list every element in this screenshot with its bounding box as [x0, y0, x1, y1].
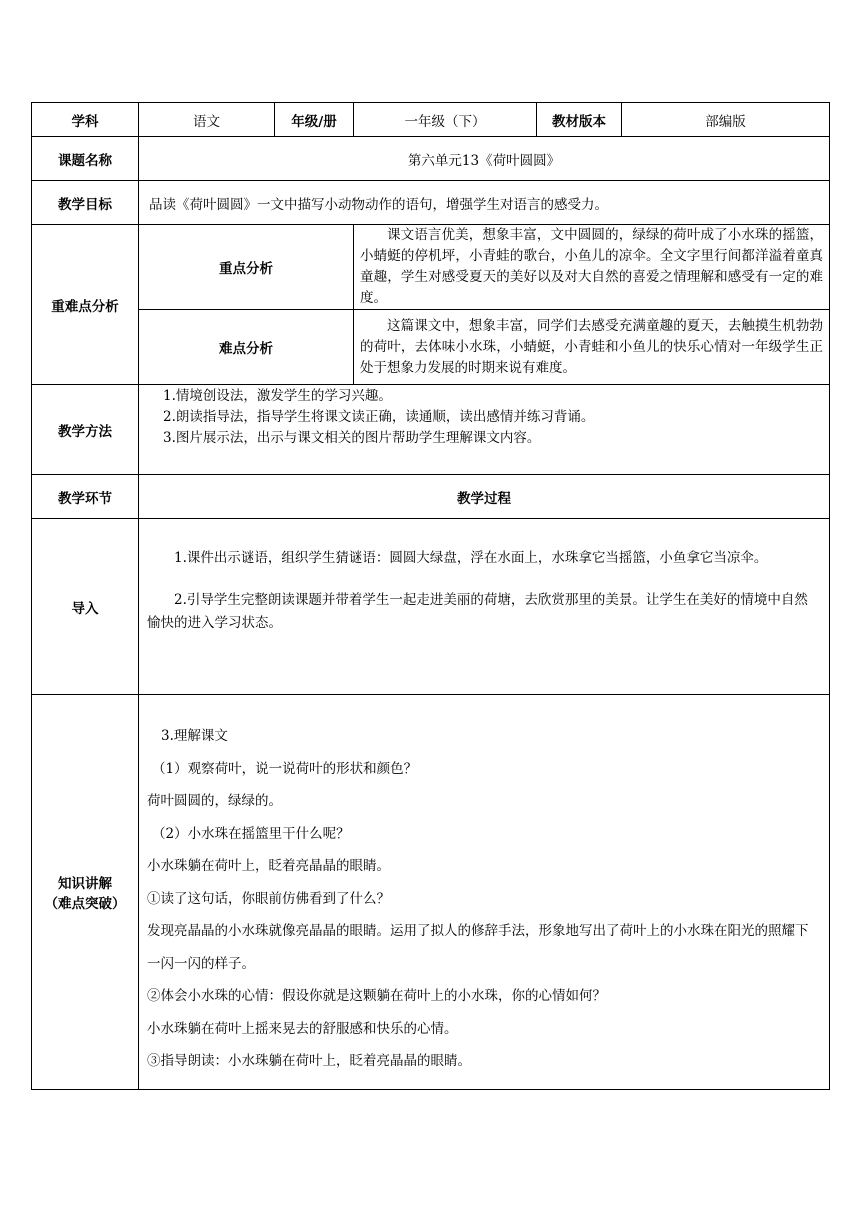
knowledge-label-line: （难点突破） — [44, 896, 126, 912]
knowledge-line: 小水珠躺在荷叶上摇来晃去的舒服感和快乐的心情。 — [147, 1020, 458, 1037]
grade-label: 年级/册 — [275, 103, 354, 137]
process-title: 教学过程 — [139, 475, 830, 519]
key-analysis-label: 重点分析 — [139, 225, 354, 310]
lesson-plan-table — [31, 102, 830, 1090]
knowledge-row — [32, 695, 830, 1090]
grade-value: 一年级（下） — [354, 103, 537, 137]
knowledge-line: （2）小水珠在摇篮里干什么呢？ — [152, 825, 350, 842]
intro-label: 导入 — [32, 519, 139, 695]
lesson-title-value: 第六单元13《荷叶圆圆》 — [139, 137, 830, 181]
subject-label: 学科 — [32, 103, 139, 137]
knowledge-line: ②体会小水珠的心情：假设你就是这颗躺在荷叶上的小水珠，你的心情如何？ — [147, 988, 606, 1004]
knowledge-line: 发现亮晶晶的小水珠就像亮晶晶的眼睛。运用了拟人的修辞手法，形象地写出了荷叶上的小水珠在阳光的照耀下一闪一闪的样子。 — [147, 923, 809, 972]
goal-row — [32, 181, 830, 225]
knowledge-label-line: 知识讲解 — [58, 876, 112, 892]
difficulty-analysis-row — [32, 310, 830, 385]
lesson-title-row — [32, 137, 830, 181]
difficulty-analysis-text: 这篇课文中，想象丰富，同学们去感受充满童趣的夏天，去触摸生机勃勃的荷叶，去体味小水珠，小蜻蜓，小青蛙和小鱼儿的快乐心情对一年级学生正处于想象力发展的时期来说有难度。 — [354, 310, 830, 385]
knowledge-content — [139, 695, 830, 1090]
difficulty-analysis-label: 难点分析 — [139, 310, 354, 385]
knowledge-line: 3.理解课文 — [161, 728, 228, 744]
subject-value: 语文 — [139, 103, 275, 137]
knowledge-line: （1）观察荷叶，说一说荷叶的形状和颜色？ — [152, 760, 418, 777]
goal-label: 教学目标 — [32, 181, 139, 225]
goal-value: 品读《荷叶圆圆》一文中描写小动物动作的语句，增强学生对语言的感受力。 — [139, 181, 830, 225]
methods-list — [139, 385, 830, 475]
process-header-row — [32, 475, 830, 519]
edition-value: 部编版 — [622, 103, 830, 137]
intro-paragraph: 1.课件出示谜语，组织学生猜谜语：圆圆大绿盘，浮在水面上，水珠拿它当摇篮，小鱼拿它当凉伞。 — [174, 550, 768, 566]
knowledge-label — [32, 695, 139, 1090]
method-item: 2.朗读指导法，指导学生将课文读正确，读通顺，读出感情并练习背诵。 — [163, 409, 595, 425]
knowledge-line: 荷叶圆圆的，绿绿的。 — [147, 793, 282, 809]
knowledge-line: ③指导朗读：小水珠躺在荷叶上，眨着亮晶晶的眼睛。 — [147, 1053, 471, 1069]
knowledge-line: 小水珠躺在荷叶上，眨着亮晶晶的眼睛。 — [147, 858, 390, 874]
knowledge-line: ①读了这句话，你眼前仿佛看到了什么？ — [147, 890, 390, 907]
method-item: 3.图片展示法，出示与课文相关的图片帮助学生理解课文内容。 — [163, 430, 541, 446]
methods-label: 教学方法 — [32, 385, 139, 475]
intro-paragraph: 2.引导学生完整朗读课题并带着学生一起走进美丽的荷塘，去欣赏那里的美景。让学生在美好的情境中自然愉快的进入学习状态。 — [147, 592, 808, 631]
process-stage-label: 教学环节 — [32, 475, 139, 519]
intro-row — [32, 519, 830, 695]
key-analysis-text: 课文语言优美，想象丰富，文中圆圆的，绿绿的荷叶成了小水珠的摇篮，小蜻蜓的停机坪，小青蛙的歌台，小鱼儿的凉伞。全文字里行间都洋溢着童真童趣，学生对感受夏天的美好以及对大自然的喜爱之情理解和感受有一定的难度。 — [354, 225, 830, 310]
intro-content — [139, 519, 830, 695]
analysis-label: 重难点分析 — [32, 225, 139, 385]
edition-label: 教材版本 — [537, 103, 622, 137]
method-item: 1.情境创设法，激发学生的学习兴趣。 — [163, 388, 392, 404]
header-row — [32, 103, 830, 137]
key-analysis-row — [32, 225, 830, 310]
lesson-title-label: 课题名称 — [32, 137, 139, 181]
methods-row — [32, 385, 830, 475]
